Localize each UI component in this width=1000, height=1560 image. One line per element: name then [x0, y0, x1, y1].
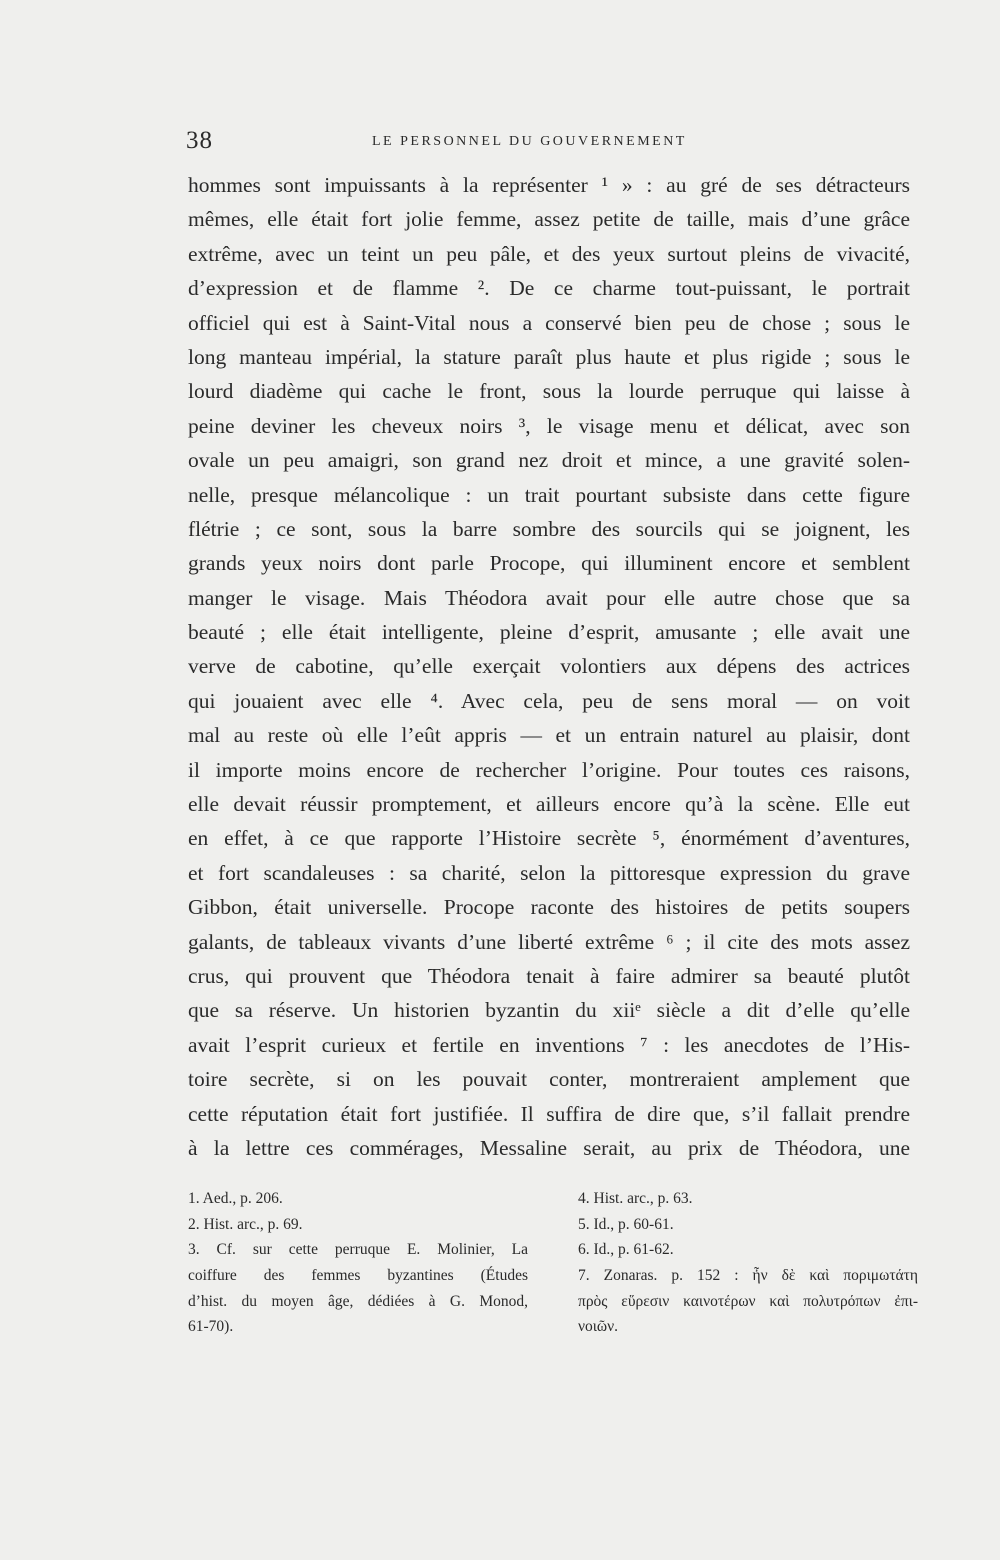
text-line: verve de cabotine, qu’elle exerçait volontiers aux dépens des actrices	[188, 654, 910, 679]
footnote-line: πρὸς εὕρεσιν καινοτέρων καὶ πολυτρόπων ἐπι-	[578, 1292, 918, 1310]
text-line: et fort scandaleuses : sa charité, selon la pittoresque expression du grave	[188, 860, 910, 885]
footnote-line: 1. Aed., p. 206.	[188, 1190, 283, 1207]
text-line: en effet, à ce que rapporte l’Histoire secrète ⁵, énormément d’aventures,	[188, 826, 910, 851]
text-line: hommes sont impuissants à la représenter ¹ » : au gré de ses détracteurs	[188, 173, 910, 197]
text-line: extrême, avec un teint un peu pâle, et des yeux surtout pleins de vivacité,	[188, 241, 910, 266]
text-line: beauté ; elle était intelligente, pleine d’esprit, amusante ; elle avait une	[188, 620, 910, 645]
page-number: 38	[186, 127, 213, 154]
footnote-line: d’hist. du moyen âge, dédiées à G. Monod,	[188, 1292, 528, 1310]
footnote-line: 2. Hist. arc., p. 69.	[188, 1215, 303, 1233]
text-line: mal au reste où elle l’eût appris — et un entrain naturel au plaisir, dont	[188, 723, 910, 748]
text-line: à la lettre ces commérages, Messaline serait, au prix de Théodora, une	[188, 1135, 910, 1160]
text-line: ovale un peu amaigri, son grand nez droit et mince, a une gravité solen-	[188, 448, 910, 473]
footnote-line: 7. Zonaras. p. 152 : ἦν δὲ καὶ ποριμωτάτη	[578, 1267, 918, 1285]
footnote-line: 3. Cf. sur cette perruque E. Molinier, La	[188, 1241, 528, 1259]
text-line: nelle, presque mélancolique : un trait pourtant subsiste dans cette figure	[188, 482, 910, 507]
text-line: long manteau impérial, la stature paraît plus haute et plus rigide ; sous le	[188, 344, 910, 369]
footnote-line: coiffure des femmes byzantines (Études	[188, 1267, 528, 1285]
footnote-line: 61-70).	[188, 1318, 234, 1336]
text-line: crus, qui prouvent que Théodora tenait à faire admirer sa beauté plutôt	[188, 963, 910, 988]
footnotes-right	[578, 1186, 918, 1340]
text-line: qui jouaient avec elle ⁴. Avec cela, peu de sens moral — on voit	[188, 688, 910, 713]
text-line: que sa réserve. Un historien byzantin du xiiᵉ siècle a dit d’elle qu’elle	[188, 998, 910, 1023]
text-line: mêmes, elle était fort jolie femme, assez petite de taille, mais d’une grâce	[188, 207, 910, 232]
text-line: peine deviner les cheveux noirs ³, le visage menu et délicat, avec son	[188, 413, 910, 438]
text-line: galants, de tableaux vivants d’une liberté extrême ⁶ ; il cite des mots assez	[188, 929, 910, 954]
footnote-line: 6. Id., p. 61-62.	[578, 1241, 674, 1259]
text-line: manger le visage. Mais Théodora avait pour elle autre chose que sa	[188, 585, 910, 610]
footnote-line: 5. Id., p. 60-61.	[578, 1215, 674, 1233]
footnote-line: 4. Hist. arc., p. 63.	[578, 1190, 693, 1207]
footnote-line: νοιῶν.	[578, 1318, 619, 1336]
running-head: LE PERSONNEL DU GOUVERNEMENT	[372, 134, 687, 149]
text-line: d’expression et de flamme ². De ce charme tout-puissant, le portrait	[188, 276, 910, 301]
text-line: avait l’esprit curieux et fertile en inventions ⁷ : les anecdotes de l’His-	[188, 1032, 910, 1057]
body-text	[188, 168, 910, 1165]
text-line: toire secrète, si on les pouvait conter, montreraient amplement que	[188, 1067, 910, 1092]
text-line: il importe moins encore de rechercher l’origine. Pour toutes ces raisons,	[188, 757, 910, 782]
text-line: cette réputation était fort justifiée. Il suffira de dire que, s’il fallait prendre	[188, 1101, 910, 1126]
footnotes-left	[188, 1186, 528, 1340]
text-line: Gibbon, était universelle. Procope raconte des histoires de petits soupers	[188, 895, 910, 920]
text-line: elle devait réussir promptement, et ailleurs encore qu’à la scène. Elle eut	[188, 792, 910, 817]
text-line: grands yeux noirs dont parle Procope, qui illuminent encore et semblent	[188, 551, 910, 576]
text-line: lourd diadème qui cache le front, sous la lourde perruque qui laisse à	[188, 379, 910, 404]
text-line: flétrie ; ce sont, sous la barre sombre des sourcils qui se joignent, les	[188, 516, 910, 541]
text-line: officiel qui est à Saint-Vital nous a conservé bien peu de chose ; sous le	[188, 310, 910, 335]
